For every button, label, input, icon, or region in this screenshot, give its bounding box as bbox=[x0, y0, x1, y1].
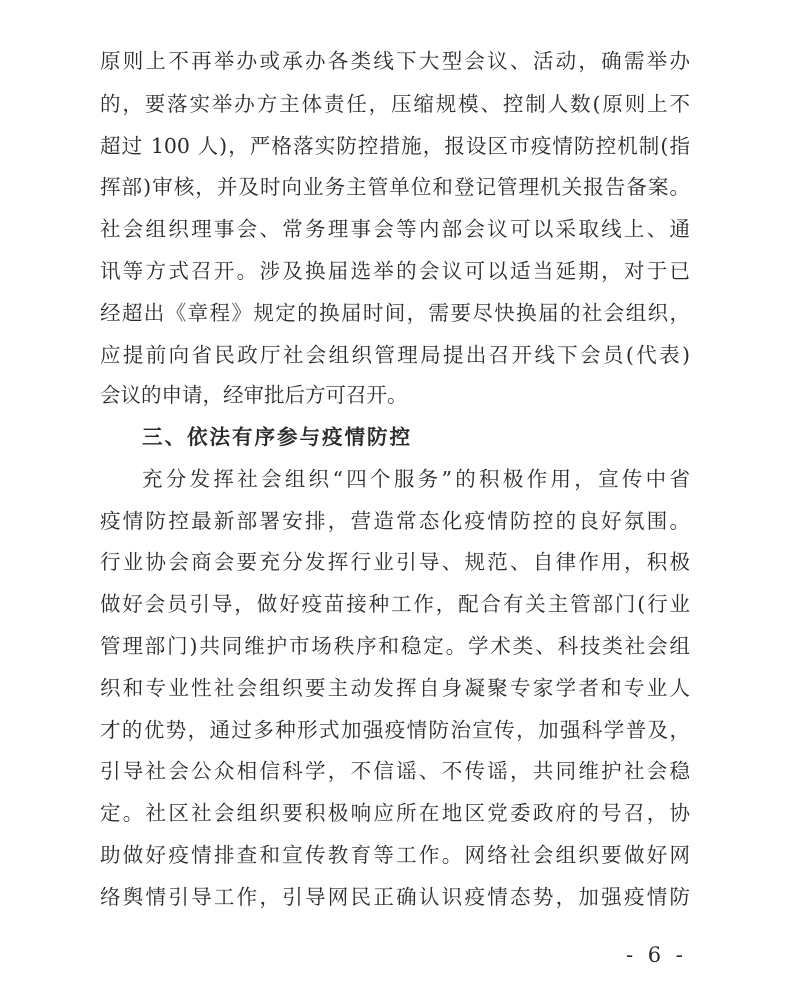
text-line: 的，要落实举办方主体责任，压缩规模、控制人数(原则上不 bbox=[100, 92, 690, 116]
text-line: 做好会员引导，做好疫苗接种工作，配合有关主管部门(行业 bbox=[100, 592, 690, 616]
text-line: 社会组织理事会、常务理事会等内部会议可以采取线上、通 bbox=[100, 217, 690, 241]
text-line: 经超出《章程》规定的换届时间，需要尽快换届的社会组织， bbox=[100, 301, 690, 325]
text-line: 会议的申请，经审批后方可召开。 bbox=[100, 383, 408, 407]
text-line: 充分发挥社会组织“四个服务”的积极作用，宣传中省 bbox=[142, 467, 690, 491]
text-line: 定。社区社会组织要积极响应所在地区党委政府的号召，协 bbox=[100, 801, 690, 825]
text-line: 才的优势，通过多种形式加强疫情防治宣传，加强科学普及， bbox=[100, 718, 690, 742]
text-line: 疫情防控最新部署安排，营造常态化疫情防控的良好氛围。 bbox=[100, 509, 690, 533]
text-line: 管理部门)共同维护市场秩序和稳定。学术类、科技类社会组 bbox=[100, 634, 690, 658]
text-line: 织和专业性社会组织要主动发挥自身凝聚专家学者和专业人 bbox=[100, 676, 690, 700]
text-line: 挥部)审核，并及时向业务主管单位和登记管理机关报告备案。 bbox=[100, 175, 690, 199]
text-line: 络舆情引导工作，引导网民正确认识疫情态势，加强疫情防 bbox=[100, 885, 690, 909]
text-line: 助做好疫情排查和宣传教育等工作。网络社会组织要做好网 bbox=[100, 843, 690, 867]
text-line: 应提前向省民政厅社会组织管理局提出召开线下会员(代表) bbox=[100, 343, 690, 367]
text-line: 行业协会商会要充分发挥行业引导、规范、自律作用，积极 bbox=[100, 550, 690, 574]
text-line: 讯等方式召开。涉及换届选举的会议可以适当延期，对于已 bbox=[100, 259, 690, 283]
page-number: - 6 - bbox=[626, 943, 687, 967]
text-line: 原则上不再举办或承办各类线下大型会议、活动，确需举办 bbox=[100, 49, 690, 73]
text-line: 引导社会公众相信科学，不信谣、不传谣，共同维护社会稳 bbox=[100, 759, 690, 783]
text-line: 超过 100 人)，严格落实防控措施，报设区市疫情防控机制(指 bbox=[100, 134, 690, 158]
section-heading: 三、依法有序参与疫情防控 bbox=[142, 425, 412, 449]
